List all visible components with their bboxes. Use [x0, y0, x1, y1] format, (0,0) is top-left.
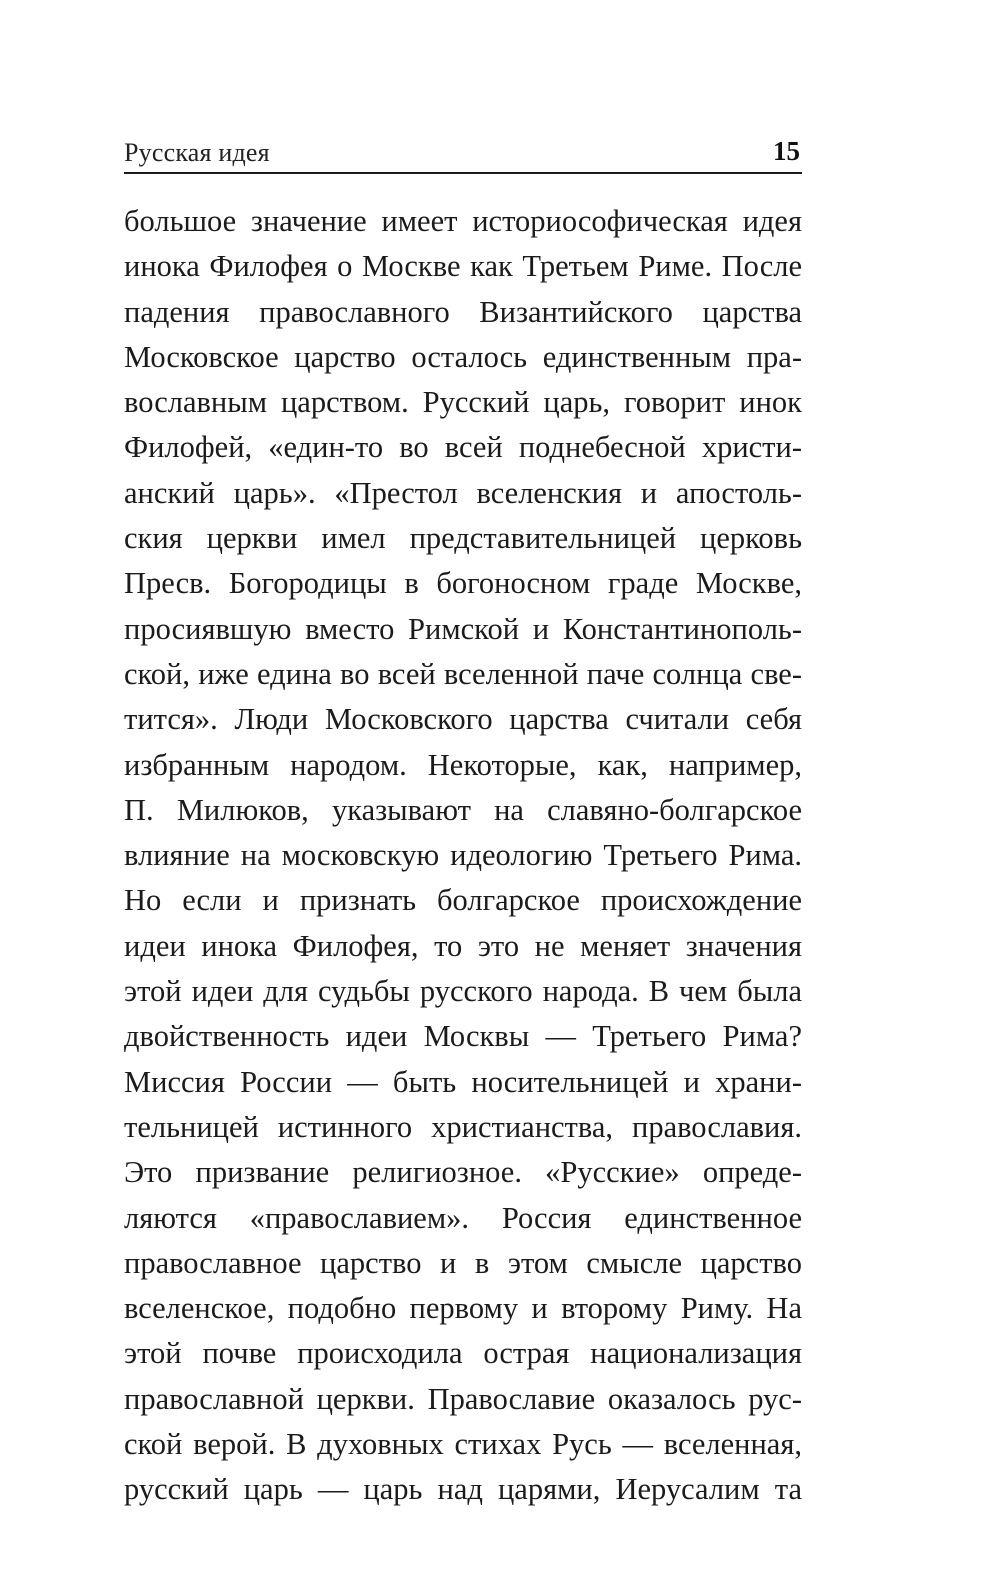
text-line: Московское царство осталось единственным пра-: [124, 339, 802, 374]
text-line: двойственность идеи Москвы — Третьего Рима?: [124, 1019, 802, 1054]
text-line: Это призвание религиозное. «Русские» опреде-: [124, 1155, 802, 1190]
text-line: вселенское, подобно первому и второму Риму. На: [124, 1291, 802, 1326]
text-line: Филофей, «един-то во всей поднебесной христи-: [124, 430, 802, 465]
text-line: этой почве происходила острая национализация: [124, 1336, 802, 1371]
text-line: православной церкви. Православие оказалось рус-: [124, 1381, 802, 1416]
text-line: Но если и признать болгарское происхождение: [124, 883, 802, 918]
body-text: [124, 199, 802, 1513]
text-line: идеи инока Филофея, то это не меняет значения: [124, 928, 802, 963]
text-line: ской верой. В духовных стихах Русь — вселенная,: [124, 1427, 802, 1462]
text-line: Пресв. Богородицы в богоносном граде Москве,: [124, 566, 802, 601]
text-line: избранным народом. Некоторые, как, например,: [124, 747, 802, 782]
text-line: анский царь». «Престол вселенския и апостоль-: [124, 475, 802, 510]
text-line: вославным царством. Русский царь, говорит инок: [124, 385, 802, 420]
running-head: [124, 132, 802, 172]
text-line: православное царство и в этом смысле царство: [124, 1245, 802, 1280]
text-line: русский царь — царь над царями, Иерусалим та: [124, 1472, 802, 1507]
text-line: ския церкви имел представительницей церковь: [124, 521, 802, 556]
text-line: Миссия России — быть носительницей и храни-: [124, 1064, 802, 1099]
text-line: ляются «православием». Россия единственное: [124, 1200, 802, 1235]
text-line: П. Милюков, указывают на славяно-болгарское: [124, 792, 802, 827]
text-line: инока Филофея о Москве как Третьем Риме. После: [124, 249, 802, 284]
text-line: падения православного Византийского царства: [124, 294, 802, 329]
text-line: просиявшую вместо Римской и Константинополь-: [124, 611, 802, 646]
running-title: Русская идея: [124, 138, 270, 167]
text-line: большое значение имеет историософическая идея: [124, 204, 802, 238]
book-page: [124, 0, 802, 1583]
text-line: тельницей истинного христианства, православия.: [124, 1109, 802, 1144]
text-line: тится». Люди Московского царства считали себя: [124, 702, 802, 737]
text-line: этой идеи для судьбы русского народа. В чем была: [124, 974, 802, 1009]
text-line: влияние на московскую идеологию Третьего Рима.: [124, 838, 802, 873]
text-line: ской, иже едина во всей вселенной паче солнца све-: [124, 656, 802, 691]
header-rule: [124, 172, 802, 174]
page-number: 15: [773, 136, 800, 166]
